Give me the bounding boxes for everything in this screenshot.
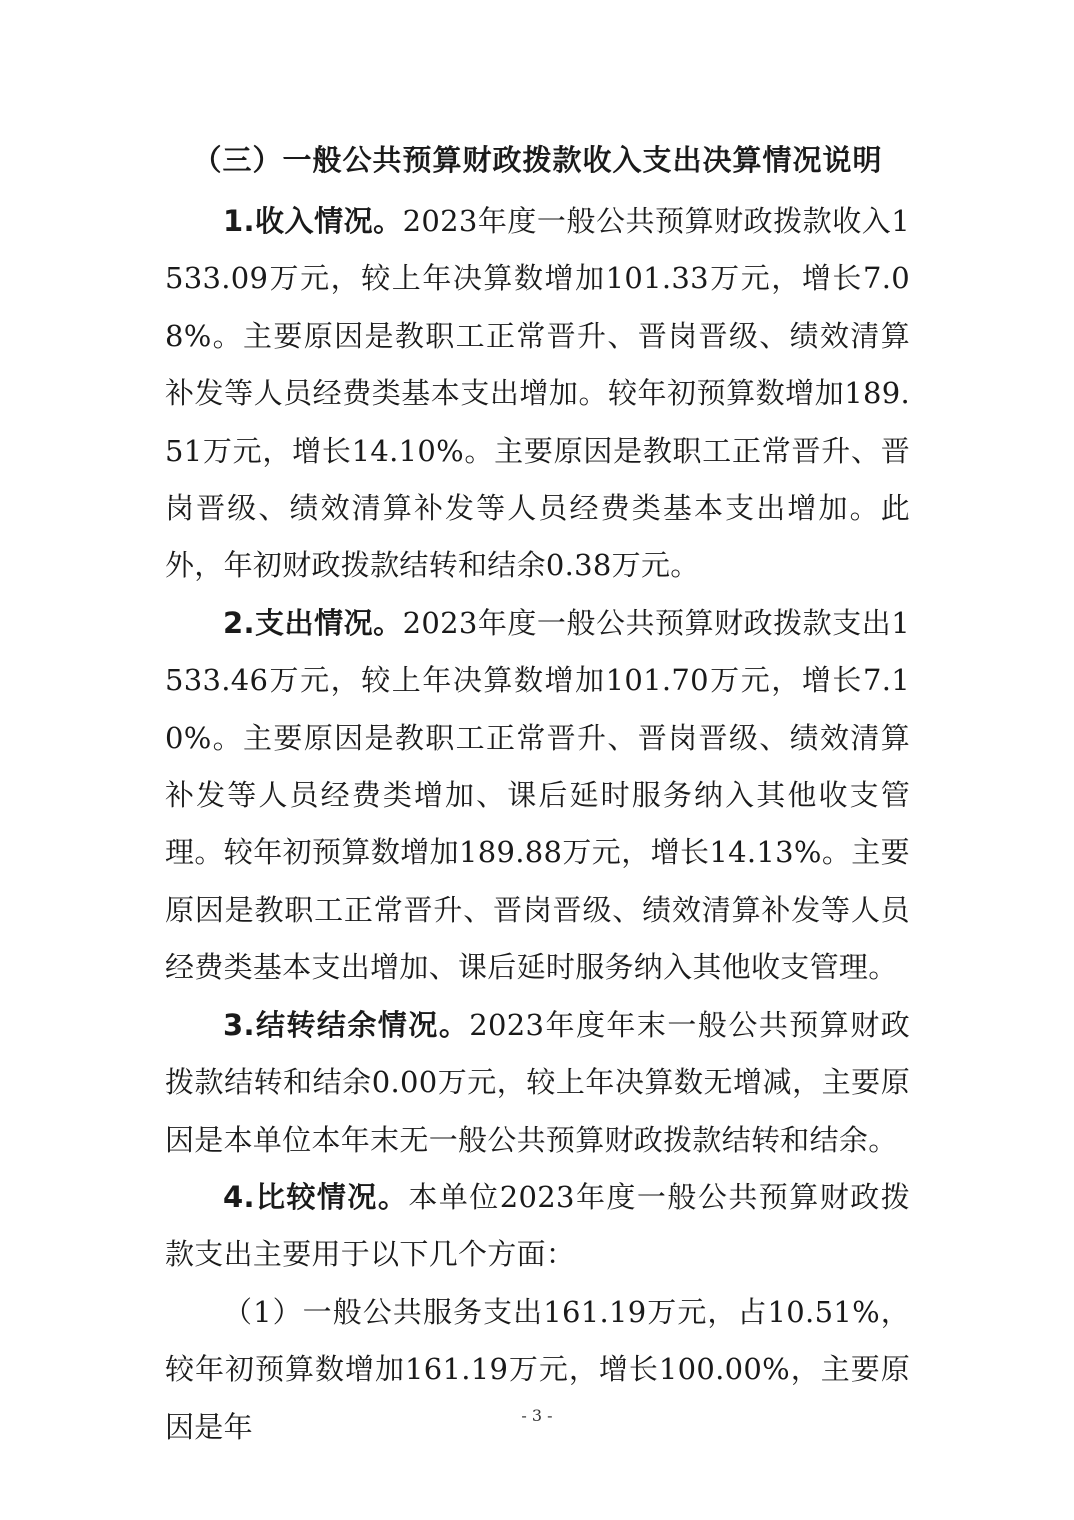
paragraph-text: 2023年度一般公共预算财政拨款支出1533.46万元，较上年决算数增加101.70万元，增长7.10%。主要原因是教职工正常晋升、晋岗晋级、绩效清算补发等人员经费类增加、课后延时服务纳入其他收支管理。较年初预算数增加189.88万元，增长14.13%。主要原因是教职工正常晋升、晋岗晋级、绩效清算补发等人员经费类基本支出增加、课后延时服务纳入其他收支管理。	[165, 605, 910, 985]
section-title: （三）一般公共预算财政拨款收入支出决算情况说明	[192, 143, 883, 177]
paragraph-expenditure	[165, 595, 910, 997]
paragraph-lead: 3.结转结余情况。	[223, 1007, 470, 1042]
paragraph-comparison	[165, 1169, 910, 1284]
paragraph-carryover	[165, 997, 910, 1169]
page-number: - 3 -	[521, 1406, 553, 1425]
paragraph-text: 本单位2023年度一般公共预算财政拨款支出主要用于以下几个方面：	[165, 1179, 911, 1272]
paragraph-income	[165, 193, 910, 595]
paragraph-item-1	[165, 1284, 910, 1456]
paragraph-lead: 4.比较情况。	[223, 1179, 409, 1214]
document-body	[165, 193, 910, 1456]
paragraph-lead: 2.支出情况。	[223, 605, 403, 640]
paragraph-text: （1）一般公共服务支出161.19万元，占10.51%，较年初预算数增加161.19万元，增长100.00%，主要原因是年	[165, 1294, 910, 1444]
paragraph-lead: 1.收入情况。	[223, 204, 403, 238]
paragraph-text: 2023年度一般公共预算财政拨款收入1533.09万元，较上年决算数增加101.33万元，增长7.08%。主要原因是教职工正常晋升、晋岗晋级、绩效清算补发等人员经费类基本支出增加。较年初预算数增加189.51万元，增长14.10%。主要原因是教职工正常晋升、晋岗晋级、绩效清算补发等人员经费类基本支出增加。此外，年初财政拨款结转和结余0.38万元。	[165, 204, 910, 583]
paragraph-text: 2023年度年末一般公共预算财政拨款结转和结余0.00万元，较上年决算数无增减，主要原因是本单位本年末无一般公共预算财政拨款结转和结余。	[165, 1007, 910, 1157]
